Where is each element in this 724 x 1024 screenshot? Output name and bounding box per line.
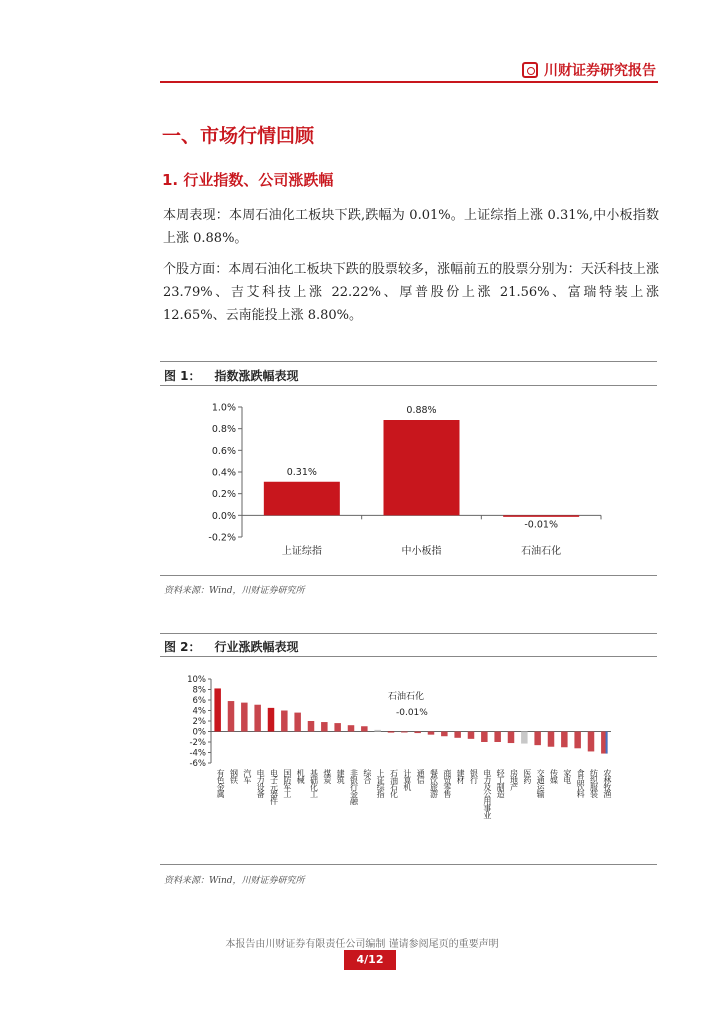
figure1-title: [164, 367, 299, 384]
bar-房地产: [508, 732, 515, 744]
annotation-value: -0.01%: [396, 708, 428, 718]
header-brand: [522, 60, 656, 80]
footer-disclaimer: 本报告由川财证券有限责任公司编制 谨请参阅尾页的重要声明: [225, 939, 499, 950]
y-tick-label: 1.0%: [211, 402, 236, 414]
y-tick-label: 0.6%: [211, 445, 236, 457]
x-category-label: 传媒: [549, 769, 559, 783]
paragraph-stock-performance: 个股方面：本周石油化工板块下跌的股票较多，涨幅前五的股票分别为：天沃科技上涨 23.79%、吉艾科技上涨 22.22%、厚普股份上涨 21.56%、富瑞特装上涨 12.65%、云南能投上涨 8.80%。: [163, 262, 659, 323]
x-category-label: 建材: [456, 769, 466, 783]
x-category-label: 银行: [469, 769, 479, 783]
figure1-top-rule: [160, 361, 657, 362]
x-category-label: 有色金属: [216, 769, 226, 797]
bar-医药: [521, 732, 528, 744]
x-category-label: 建筑: [336, 769, 346, 783]
x-category-label: 石油石化: [521, 546, 562, 557]
x-category-label: 国防军工: [282, 769, 292, 797]
x-category-label: 汽车: [242, 769, 252, 783]
x-category-label: 钢铁: [229, 769, 239, 783]
bar-机械: [294, 713, 301, 732]
bar-家电: [561, 732, 568, 748]
bar-商贸零售: [441, 732, 448, 737]
figure1-bottom-rule: [160, 575, 657, 576]
x-category-label: 计算机: [402, 769, 412, 790]
y-tick-label: 4%: [192, 706, 206, 717]
bar-综合: [361, 726, 368, 731]
y-tick-label: 0.8%: [211, 424, 236, 436]
x-category-label: 家电: [562, 769, 572, 783]
y-tick-label: 2%: [192, 717, 206, 727]
figure2-label: 图 2：: [164, 640, 201, 654]
x-category-label: 基础化工: [309, 769, 319, 797]
figure2-top-rule: [160, 633, 657, 634]
bar-国防军工: [281, 711, 288, 732]
x-category-label: 餐饮旅游: [429, 769, 439, 797]
bar-建材: [454, 732, 461, 738]
figure2-title-text: 行业涨跌幅表现: [214, 640, 299, 654]
figure2-title-rule: [160, 656, 657, 657]
bar-通信: [414, 732, 421, 734]
bar-食品饮料: [574, 732, 581, 749]
bar-计算机: [401, 732, 408, 733]
x-category-label: 通信: [416, 769, 426, 783]
bar-有色金属: [214, 688, 221, 731]
x-category-label: 电力设备: [256, 769, 266, 797]
header-rule: [160, 81, 658, 83]
x-category-label: 机械: [296, 769, 306, 783]
paragraph-weekly-performance: 本周表现：本周石油化工板块下跌,跌幅为 0.01%。上证综指上涨 0.31%,中小板指数上涨 0.88%。: [163, 208, 659, 246]
x-category-label: 煤炭: [322, 769, 332, 783]
bar-轻工制造: [494, 732, 501, 743]
x-category-label: 医药: [522, 769, 532, 783]
figure2-bottom-rule: [160, 864, 657, 865]
figure1-label: 图 1：: [164, 369, 201, 383]
x-category-label: 电力及公用事业: [482, 769, 492, 818]
bar-非银行金融: [348, 725, 355, 731]
data-label: 0.88%: [406, 405, 437, 416]
bar-上证综指: [264, 482, 340, 516]
bar-电力及公用事业: [481, 732, 488, 743]
x-category-label: 电子元器件: [269, 769, 279, 804]
y-tick-label: -2%: [189, 738, 206, 748]
figure2-title: [164, 638, 299, 655]
y-tick-label: 10%: [187, 675, 206, 685]
x-category-label: 上证综指: [376, 769, 386, 797]
bar-基础化工: [308, 721, 315, 732]
y-tick-label: 8%: [192, 685, 206, 696]
brand-logo-icon: [522, 62, 538, 78]
x-category-label: 食品饮料: [576, 769, 586, 797]
x-category-label: 轻工制造: [496, 769, 506, 797]
figure1-title-rule: [160, 385, 657, 386]
bar-汽车: [241, 703, 248, 732]
figure1-title-text: 指数涨跌幅表现: [214, 369, 299, 383]
data-label: -0.01%: [524, 519, 558, 531]
bar-建筑: [334, 723, 341, 731]
x-category-label: 纺织服装: [589, 769, 599, 797]
figure1-chart: [160, 390, 660, 570]
bar-纺织服装: [588, 732, 595, 752]
bar-石油石化: [388, 732, 395, 733]
bar-上证综指: [374, 730, 381, 732]
x-category-label: 交通运输: [536, 769, 546, 797]
bar-钢铁: [228, 701, 235, 731]
x-category-label: 综合: [362, 769, 372, 783]
subsection-title: 1. 行业指数、公司涨跌幅: [162, 171, 334, 189]
bar-电子元器件: [268, 708, 275, 732]
x-category-label: 中小板指: [401, 546, 442, 557]
y-tick-label: -0.2%: [208, 532, 236, 544]
bar-传媒: [548, 732, 555, 747]
figure2-source: 资料来源：Wind，川财证券研究所: [164, 876, 305, 886]
bar-中小板指: [384, 420, 460, 515]
x-category-label: 上证综指: [281, 546, 322, 557]
y-tick-label: 0.4%: [211, 467, 236, 479]
bar-石油石化: [503, 515, 579, 517]
figure1-source: 资料来源：Wind，川财证券研究所: [164, 586, 305, 596]
figure2-chart: [160, 670, 660, 860]
y-tick-label: 6%: [192, 696, 206, 706]
data-label: 0.31%: [286, 466, 317, 478]
bar-highlight-edge: [606, 732, 608, 754]
y-tick-label: -6%: [189, 759, 206, 769]
section-title: 一、市场行情回顾: [162, 125, 315, 147]
x-category-label: 商贸零售: [442, 769, 452, 797]
page-number: 4/12: [344, 950, 396, 970]
bar-交通运输: [534, 732, 541, 746]
bar-餐饮旅游: [428, 732, 435, 735]
y-tick-label: -4%: [189, 748, 206, 759]
x-category-label: 农林牧渔: [602, 769, 612, 797]
y-tick-label: 0%: [192, 727, 206, 738]
x-category-label: 非银行金融: [349, 769, 359, 804]
x-category-label: 房地产: [509, 769, 519, 790]
bar-电力设备: [254, 705, 261, 732]
y-tick-label: 0.0%: [211, 510, 236, 522]
y-tick-label: 0.2%: [211, 489, 236, 501]
bar-煤炭: [321, 722, 328, 731]
annotation-name: 石油石化: [388, 692, 425, 702]
bar-银行: [468, 732, 475, 739]
x-category-label: 石油石化: [389, 769, 399, 797]
brand-name: 川财证券研究报告: [544, 63, 656, 79]
